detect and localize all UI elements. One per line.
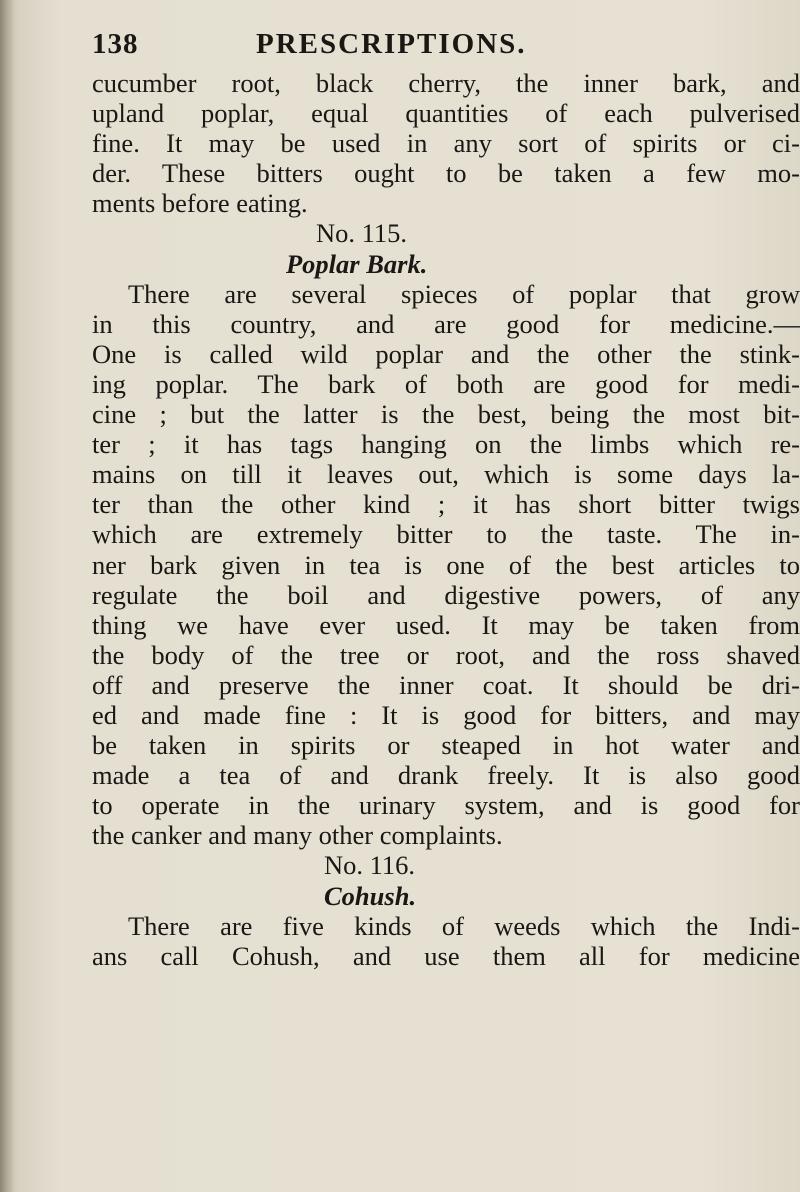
page-header (92, 28, 800, 68)
cohush-paragraph (92, 911, 800, 971)
text-line: thing we have ever used. It may be taken from (92, 609, 800, 640)
text-line: made a tea of and drank freely. It is also good (92, 760, 800, 791)
text-line: the body of the tree or root, and the ross shaved (92, 639, 800, 670)
text-line: to operate in the urinary system, and is good for (92, 790, 800, 821)
section-title: Poplar Bark. (286, 248, 428, 279)
text-line: in this country, and are good for medicine.— (92, 308, 800, 339)
running-head: PRESCRIPTIONS. (256, 28, 527, 60)
section-number: No. 115. (316, 218, 408, 249)
text-line: There are several spieces of poplar that grow (128, 278, 800, 309)
text-line: ed and made fine : It is good for bitters, and may (92, 699, 800, 730)
section-title: Cohush. (324, 880, 417, 911)
text-line: be taken in spirits or steaped in hot water and (92, 730, 800, 761)
section-number: No. 116. (324, 850, 416, 881)
text-line: which are extremely bitter to the taste. The in- (92, 519, 800, 550)
text-line: mains on till it leaves out, which is some days la- (92, 459, 800, 490)
text-line: ter than the other kind ; it has short bitter twigs (92, 489, 800, 520)
poplar-bark-paragraph (92, 279, 800, 851)
text-line: upland poplar, equal quantities of each pulverised (92, 98, 800, 129)
intro-paragraph (92, 68, 800, 218)
text-line: ner bark given in tea is one of the best articles to (92, 549, 800, 580)
text-line: fine. It may be used in any sort of spirits or ci- (92, 128, 800, 159)
page-number: 138 (92, 28, 139, 60)
text-line: ing poplar. The bark of both are good for medi- (92, 368, 800, 399)
text-line: One is called wild poplar and the other the stink- (92, 338, 800, 369)
text-line: der. These bitters ought to be taken a few mo- (92, 158, 800, 189)
text-line: ments before eating. (92, 188, 308, 219)
text-line: There are five kinds of weeds which the Indi- (128, 910, 800, 941)
text-line: cine ; but the latter is the best, being the most bit- (92, 399, 800, 430)
page-text (92, 28, 800, 971)
text-line: ans call Cohush, and use them all for medicine (92, 940, 800, 971)
binding-gutter (0, 0, 14, 1192)
text-line: ter ; it has tags hanging on the limbs which re- (92, 429, 800, 460)
text-line: cucumber root, black cherry, the inner bark, and (92, 68, 800, 98)
text-line: regulate the boil and digestive powers, of any (92, 579, 800, 610)
text-line: the canker and many other complaints. (92, 820, 503, 851)
text-line: off and preserve the inner coat. It should be dri- (92, 669, 800, 700)
